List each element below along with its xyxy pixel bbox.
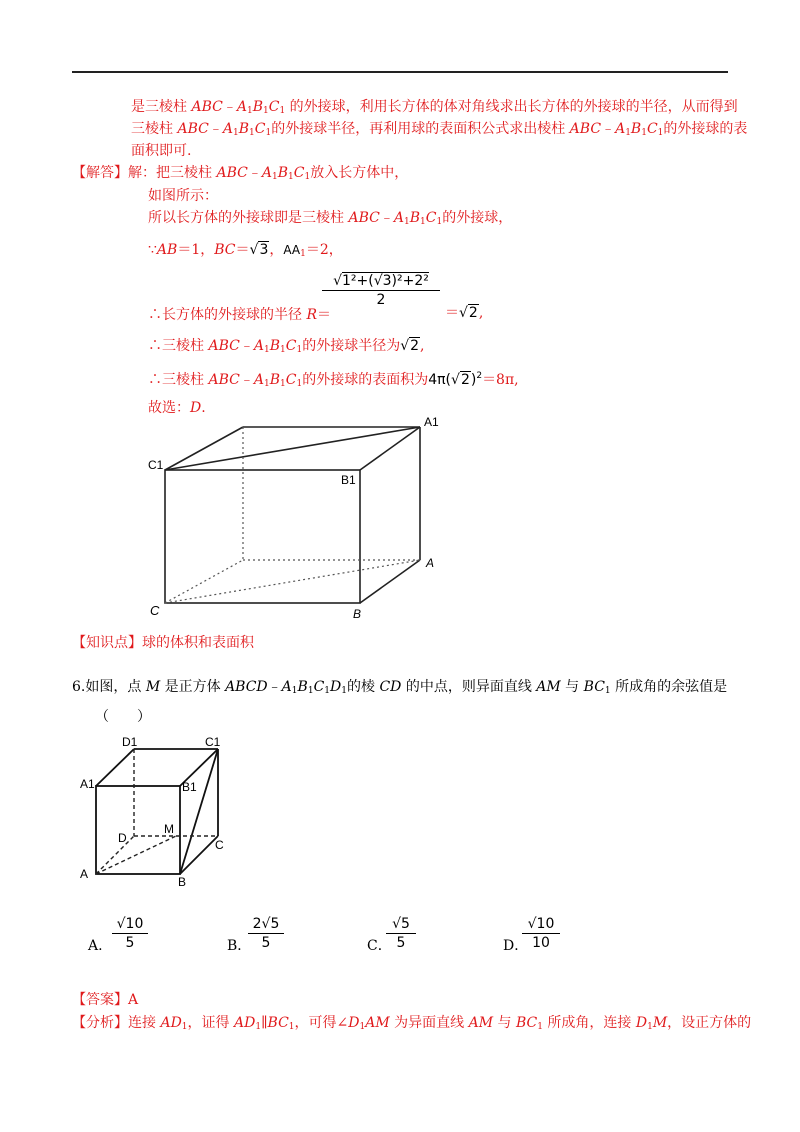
choice-a-letter[interactable]: A. bbox=[88, 938, 103, 954]
answer-line: 【答案】A bbox=[72, 992, 139, 1008]
choice-d-letter[interactable]: D． bbox=[503, 938, 529, 954]
knowledge-line: 【知识点】球的体积和表面积 bbox=[72, 635, 254, 651]
label-B: B bbox=[178, 875, 187, 886]
label-M: M bbox=[164, 822, 174, 836]
label-C: C bbox=[215, 838, 224, 852]
edge-bottom-right bbox=[360, 560, 420, 603]
label-A1: A1 bbox=[424, 415, 439, 429]
edge-top-right bbox=[360, 427, 420, 470]
solution-line-2: 如图所示： bbox=[148, 188, 218, 204]
label-A: A bbox=[80, 867, 89, 881]
solution-line-5: ∴长方体的外接球的半径 R＝ bbox=[148, 307, 331, 323]
label-C1: C1 bbox=[205, 736, 221, 749]
label-A: A bbox=[426, 556, 435, 570]
choice-d-value[interactable]: $\frac{√10}{10}$ bbox=[522, 915, 560, 952]
label-D1: D1 bbox=[122, 736, 138, 749]
solution-line-1: 【解答】解：把三棱柱 $ABC﹣A_1B_1C_1$放入长方体中， bbox=[72, 165, 409, 182]
analysis-line-2: 三棱柱 $ABC﹣A_1B_1C_1$的外接球半径，再利用球的表面积公式求出棱柱 $ABC﹣A_1B_1C_1$的外接球的表 bbox=[131, 121, 748, 138]
cube-hidden-a-d bbox=[96, 836, 134, 874]
solution-line-4: ∵AB＝1，BC＝√3，$AA_1=2$， bbox=[148, 242, 343, 259]
choice-c-letter[interactable]: C． bbox=[367, 938, 392, 954]
label-D: D bbox=[118, 831, 127, 845]
label-B1: B1 bbox=[341, 473, 356, 487]
label-B: B bbox=[353, 607, 362, 621]
choice-b-value[interactable]: $\frac{2√5}{5}$ bbox=[248, 915, 284, 952]
solution-line-5-result: ＝√2, bbox=[445, 305, 484, 321]
solution-line-7: ∴三棱柱 $ABC﹣A_1B_1C_1$的外接球的表面积为$4\pi(√2)^2=8\pi$, bbox=[148, 371, 519, 389]
label-C1: C1 bbox=[148, 458, 164, 472]
hidden-diagonal-c-a bbox=[165, 560, 420, 603]
cube-figure bbox=[74, 736, 234, 886]
solution-line-6: ∴三棱柱 $ABC﹣A_1B_1C_1$的外接球半径为√2, bbox=[148, 338, 425, 355]
label-C: C bbox=[150, 603, 160, 618]
front-face bbox=[165, 470, 360, 603]
label-A1: A1 bbox=[80, 777, 95, 791]
analysis-line: 【分析】连接 $AD_1$，证得 $AD_1\parallel BC_1$，可得$\angle D_1AM$ 为异面直线 AM 与 $BC_1$ 所成角，连接 $D_1M$，设正方体的 bbox=[72, 1015, 752, 1032]
radius-fraction: $\frac{\text{√1²+(√3)²+2²}}{2}$ bbox=[322, 272, 440, 309]
solution-line-8: 故选：D. bbox=[148, 400, 206, 416]
solution-line-3: 所以长方体的外接球即是三棱柱 $ABC﹣A_1B_1C_1$的外接球， bbox=[148, 210, 513, 227]
cube-hidden-a-m bbox=[96, 836, 176, 874]
box-figure bbox=[140, 412, 460, 627]
analysis-line-1: 是三棱柱 $ABC﹣A_1B_1C_1$ 的外接球，利用长方体的体对角线求出长方体的外接球的半径，从而得到 bbox=[131, 99, 738, 116]
label-B1: B1 bbox=[182, 780, 197, 794]
question-6-paren: （ ） bbox=[95, 709, 151, 725]
hidden-edge-bottom-left bbox=[165, 560, 243, 603]
analysis-line-3: 面积即可. bbox=[131, 143, 192, 159]
choice-a-value[interactable]: $\frac{√10}{5}$ bbox=[112, 915, 148, 952]
header-rule bbox=[72, 71, 728, 73]
choice-c-value[interactable]: $\frac{√5}{5}$ bbox=[386, 915, 416, 952]
choice-b-letter[interactable]: B． bbox=[227, 938, 252, 954]
cube-edge-a1-d1 bbox=[96, 749, 134, 786]
question-6-stem: 6.如图，点 M 是正方体 $ABCD﹣A_1B_1C_1D_1$的棱 CD 的中点，则异面直线 AM 与 $BC_1$ 所成角的余弦值是 bbox=[72, 679, 728, 696]
